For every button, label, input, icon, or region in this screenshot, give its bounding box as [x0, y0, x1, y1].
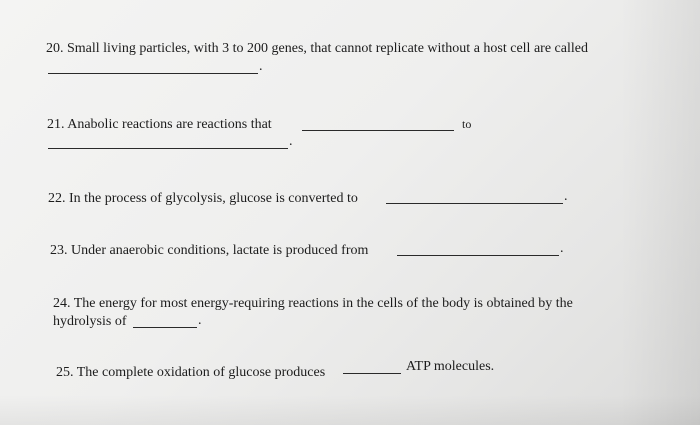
- question-21-period: .: [289, 134, 293, 149]
- question-24-text-line-2: hydrolysis of: [53, 314, 127, 329]
- question-20-period: .: [259, 59, 263, 74]
- question-22-text: 22. In the process of glycolysis, glucose is converted to: [48, 191, 358, 206]
- question-25-after-text: ATP molecules.: [406, 359, 495, 374]
- page-edge-shadow: [620, 0, 700, 425]
- question-25-blank[interactable]: [343, 373, 401, 374]
- question-25-text: 25. The complete oxidation of glucose produces: [56, 365, 326, 380]
- question-23-period: .: [560, 241, 564, 256]
- question-24-text-line-1: 24. The energy for most energy-requiring reactions in the cells of the body is obtained by the: [53, 296, 573, 311]
- question-23-text: 23. Under anaerobic conditions, lactate is produced from: [50, 243, 369, 258]
- question-24-blank[interactable]: [133, 327, 197, 328]
- question-20-blank[interactable]: [48, 73, 258, 74]
- question-21-blank-1[interactable]: [302, 130, 454, 131]
- question-21-text: 21. Anabolic reactions are reactions that: [47, 117, 272, 132]
- question-21-blank-2[interactable]: [48, 148, 288, 149]
- question-22-period: .: [564, 189, 568, 204]
- question-24-period: .: [198, 313, 202, 328]
- question-22-blank[interactable]: [386, 203, 563, 204]
- page-bottom-shadow: [0, 395, 700, 425]
- question-20-text: 20. Small living particles, with 3 to 200 genes, that cannot replicate without a host cell are called: [46, 41, 588, 56]
- question-21-to: to: [462, 117, 472, 131]
- question-23-blank[interactable]: [397, 255, 559, 256]
